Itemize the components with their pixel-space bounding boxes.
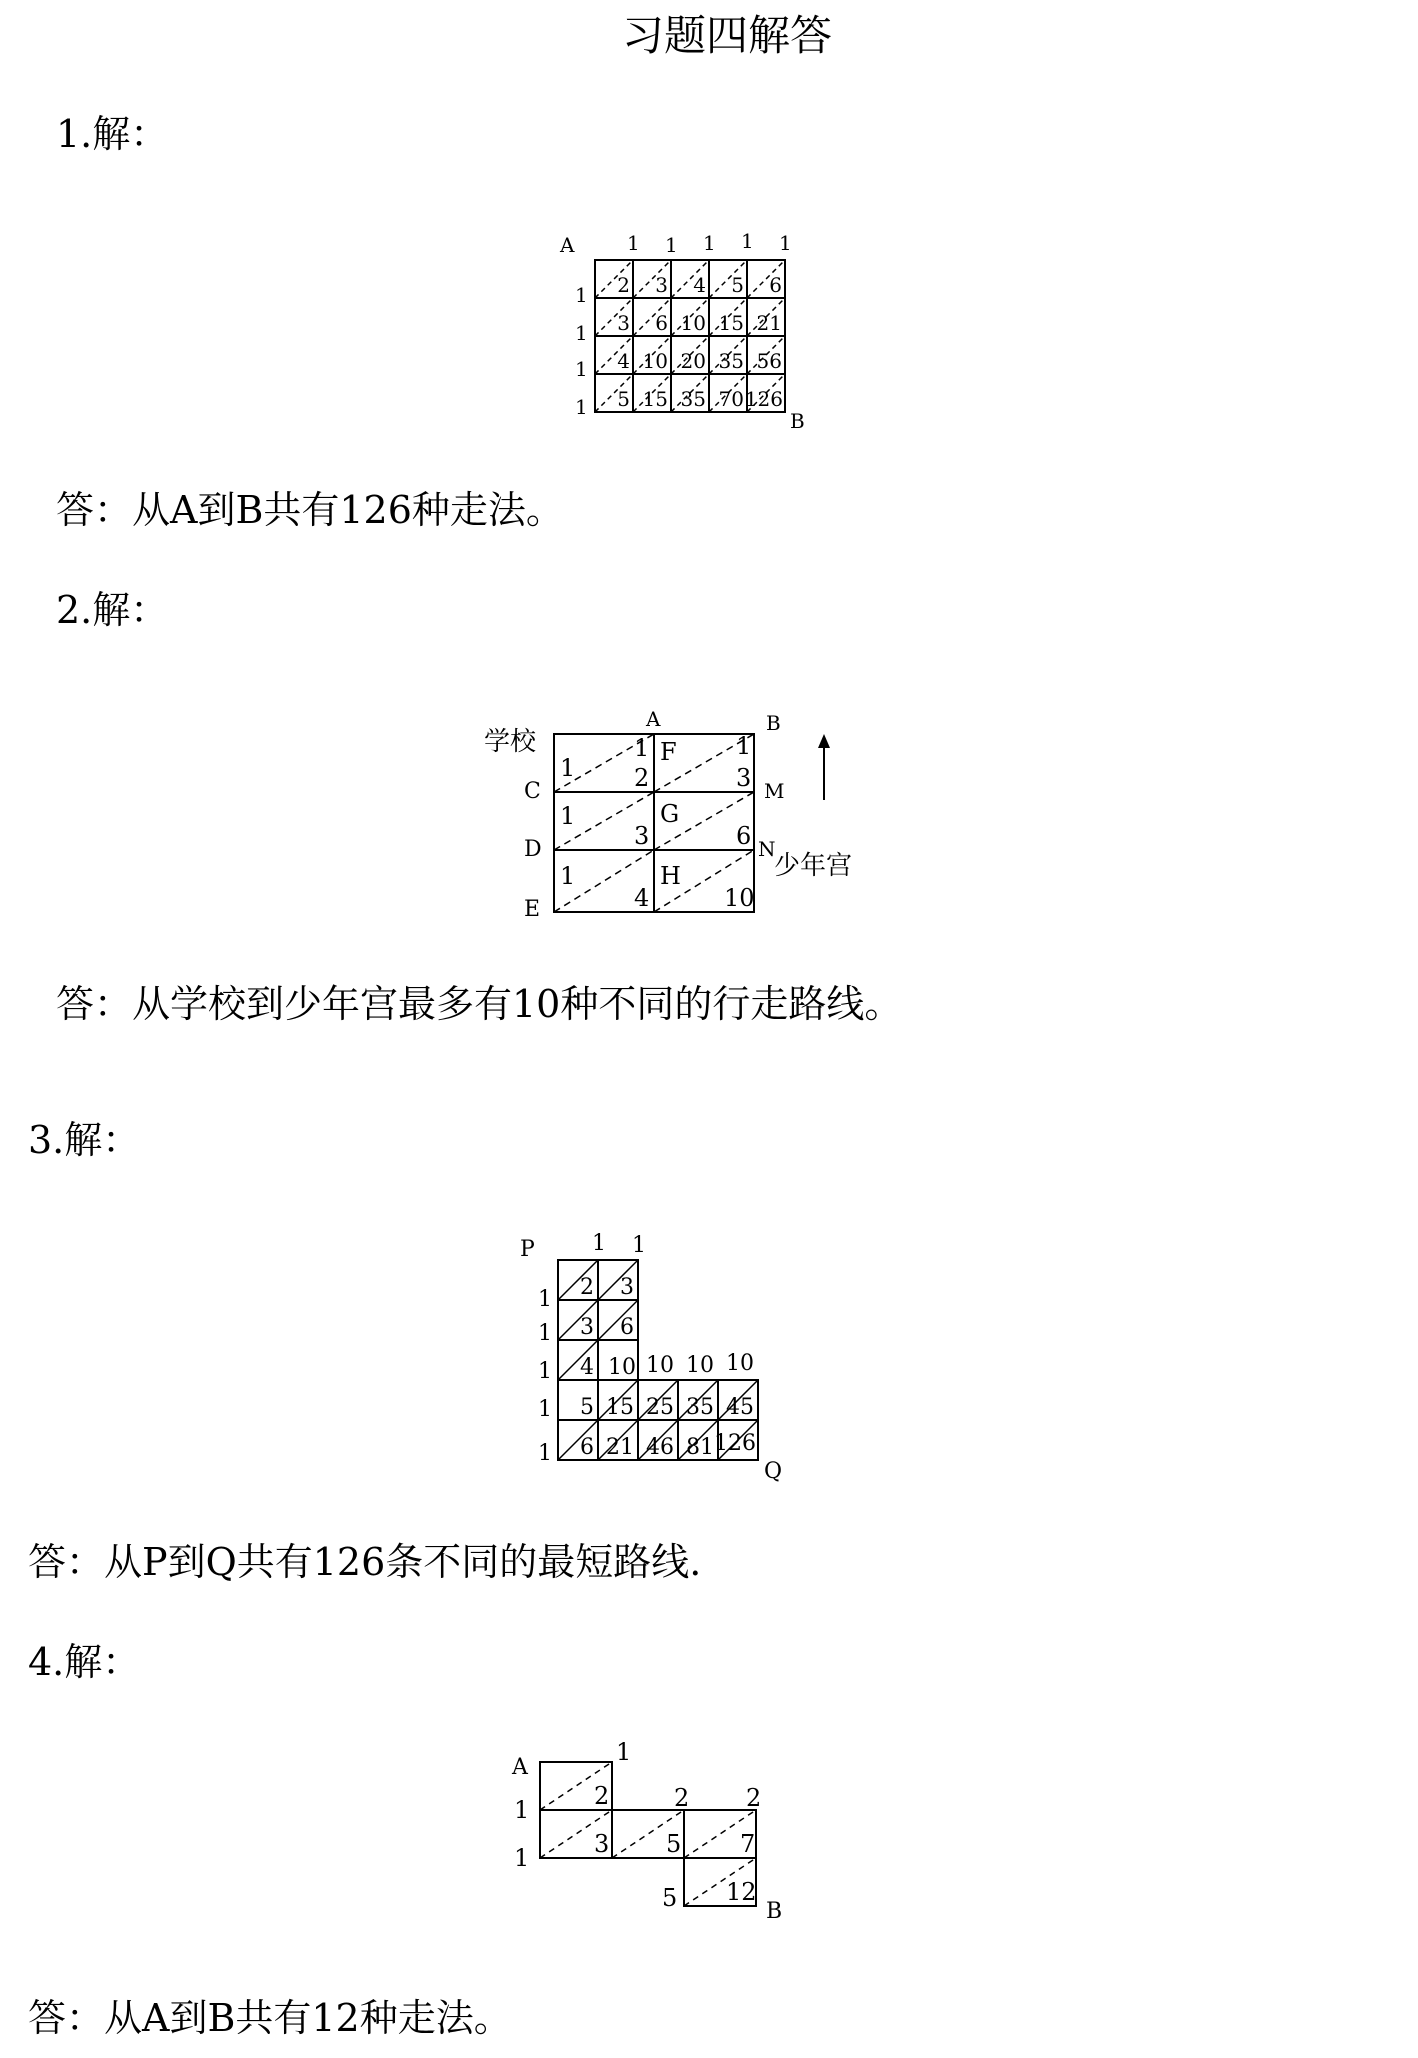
corner-label-p: P bbox=[520, 1237, 535, 1262]
route-letter-h: H bbox=[660, 862, 681, 890]
left-one: 1 bbox=[575, 321, 588, 345]
school-label: 学校 bbox=[484, 727, 537, 757]
top-one: 1 bbox=[779, 231, 792, 255]
grid-cell-value: 6 bbox=[580, 1435, 594, 1460]
top-one: 1 bbox=[665, 233, 678, 257]
route-count: 12 bbox=[726, 1878, 757, 1906]
section-3-answer: 答：从P到Q共有126条不同的最短路线. bbox=[28, 1540, 702, 1584]
block-top-value: 10 bbox=[686, 1353, 714, 1378]
grid-cell-value: 5 bbox=[580, 1395, 594, 1420]
top-one: 1 bbox=[632, 1233, 646, 1258]
grid-cell-value: 3 bbox=[580, 1315, 594, 1340]
route-diagram-4 bbox=[504, 1730, 804, 1930]
corner-label-b: B bbox=[766, 1899, 783, 1924]
section-1-heading: 1.解： bbox=[56, 112, 169, 156]
grid-cell-value: 4 bbox=[693, 273, 706, 297]
grid-cell-value: 15 bbox=[606, 1395, 634, 1420]
grid-cell-value: 56 bbox=[756, 349, 782, 373]
corner-label-b: B bbox=[790, 409, 805, 433]
grid-cell-value: 35 bbox=[686, 1395, 714, 1420]
left-one: 1 bbox=[514, 1844, 530, 1872]
route-letter-g: G bbox=[660, 800, 680, 828]
grid-cell-value: 10 bbox=[642, 349, 668, 373]
page-title: 习题四解答 bbox=[622, 11, 833, 60]
youth-palace-label: 少年宫 bbox=[774, 851, 853, 881]
grid-cell-value: 35 bbox=[718, 349, 744, 373]
point-label-b: B bbox=[766, 711, 781, 735]
grid-cell-value: 2 bbox=[580, 1275, 594, 1300]
grid-cell-value: 81 bbox=[686, 1435, 714, 1460]
grid-cell-value: 25 bbox=[646, 1395, 674, 1420]
route-letter-f: F bbox=[660, 738, 677, 766]
grid-cell-value: 10 bbox=[608, 1355, 636, 1380]
route-count: 3 bbox=[736, 764, 752, 792]
block-top-value: 10 bbox=[726, 1351, 754, 1376]
route-count: 10 bbox=[724, 884, 755, 912]
route-count: 7 bbox=[740, 1830, 756, 1858]
grid-cell-value: 6 bbox=[620, 1315, 634, 1340]
grid-cell-value: 46 bbox=[646, 1435, 674, 1460]
route-count: 1 bbox=[634, 734, 650, 762]
left-one: 1 bbox=[575, 357, 588, 381]
route-count: 3 bbox=[594, 1830, 610, 1858]
grid-cell-value: 10 bbox=[680, 311, 706, 335]
section-1-answer: 答：从A到B共有126种走法。 bbox=[56, 488, 564, 532]
grid-cell-value: 2 bbox=[617, 273, 630, 297]
top-label: 2 bbox=[746, 1784, 762, 1812]
section-2-heading: 2.解： bbox=[56, 588, 169, 632]
top-one: 1 bbox=[592, 1231, 606, 1256]
grid-cell-value: 35 bbox=[680, 387, 706, 411]
top-one: 1 bbox=[741, 229, 754, 253]
left-one: 1 bbox=[538, 1287, 552, 1312]
section-2-answer: 答：从学校到少年宫最多有10种不同的行走路线。 bbox=[56, 982, 903, 1026]
grid-cell-value: 4 bbox=[580, 1355, 594, 1380]
route-count: 1 bbox=[736, 732, 752, 760]
grid-cell-value: 126 bbox=[714, 1431, 756, 1456]
grid-cell-value: 70 bbox=[718, 387, 744, 411]
section-4-answer: 答：从A到B共有12种走法。 bbox=[28, 1996, 512, 2040]
point-label-d: D bbox=[524, 837, 542, 862]
top-label: 2 bbox=[674, 1784, 690, 1812]
left-one: 1 bbox=[538, 1397, 552, 1422]
top-label: 1 bbox=[616, 1738, 632, 1766]
block-top-value: 10 bbox=[646, 1353, 674, 1378]
corner-label-a: A bbox=[560, 233, 575, 257]
route-count: 4 bbox=[634, 884, 650, 912]
route-count: 1 bbox=[560, 802, 576, 830]
left-one: 1 bbox=[575, 283, 588, 307]
grid-cell-value: 15 bbox=[718, 311, 744, 335]
top-one: 1 bbox=[627, 231, 640, 255]
route-count: 5 bbox=[666, 1830, 682, 1858]
grid-cell-value: 3 bbox=[655, 273, 668, 297]
grid-cell-value: 5 bbox=[617, 387, 630, 411]
route-diagram-2 bbox=[474, 702, 894, 922]
route-count: 1 bbox=[560, 754, 576, 782]
route-count: 5 bbox=[662, 1884, 678, 1912]
point-label-c: C bbox=[524, 779, 541, 804]
left-one: 1 bbox=[538, 1321, 552, 1346]
left-one: 1 bbox=[538, 1359, 552, 1384]
grid-cell-value: 21 bbox=[756, 311, 782, 335]
grid-cell-value: 45 bbox=[726, 1395, 754, 1420]
left-one: 1 bbox=[538, 1441, 552, 1466]
grid-diagram-3 bbox=[514, 1228, 814, 1488]
left-one: 1 bbox=[575, 395, 588, 419]
grid-cell-value: 5 bbox=[731, 273, 744, 297]
route-count: 3 bbox=[634, 822, 650, 850]
point-label-a: A bbox=[646, 707, 661, 731]
grid-cell-value: 15 bbox=[642, 387, 668, 411]
route-count: 1 bbox=[560, 862, 576, 890]
route-count: 6 bbox=[736, 822, 752, 850]
left-one: 1 bbox=[514, 1796, 530, 1824]
route-count: 2 bbox=[634, 764, 650, 792]
grid-cell-value: 21 bbox=[606, 1435, 634, 1460]
route-count: 2 bbox=[594, 1782, 610, 1810]
section-3-heading: 3.解： bbox=[28, 1118, 141, 1162]
point-label-e: E bbox=[524, 897, 541, 922]
grid-cell-value: 126 bbox=[744, 387, 783, 411]
grid-cell-value: 20 bbox=[680, 349, 706, 373]
grid-cell-value: 4 bbox=[617, 349, 630, 373]
corner-label-a: A bbox=[512, 1755, 528, 1780]
top-one: 1 bbox=[703, 231, 716, 255]
grid-cell-value: 3 bbox=[617, 311, 630, 335]
grid-cell-value: 3 bbox=[620, 1275, 634, 1300]
section-4-heading: 4.解： bbox=[28, 1640, 141, 1684]
point-label-m: M bbox=[764, 779, 785, 803]
grid-cell-value: 6 bbox=[769, 273, 782, 297]
grid-cell-value: 6 bbox=[655, 311, 668, 335]
point-label-n: N bbox=[758, 837, 776, 861]
corner-label-q: Q bbox=[764, 1459, 783, 1484]
grid-diagram-1 bbox=[550, 228, 810, 433]
